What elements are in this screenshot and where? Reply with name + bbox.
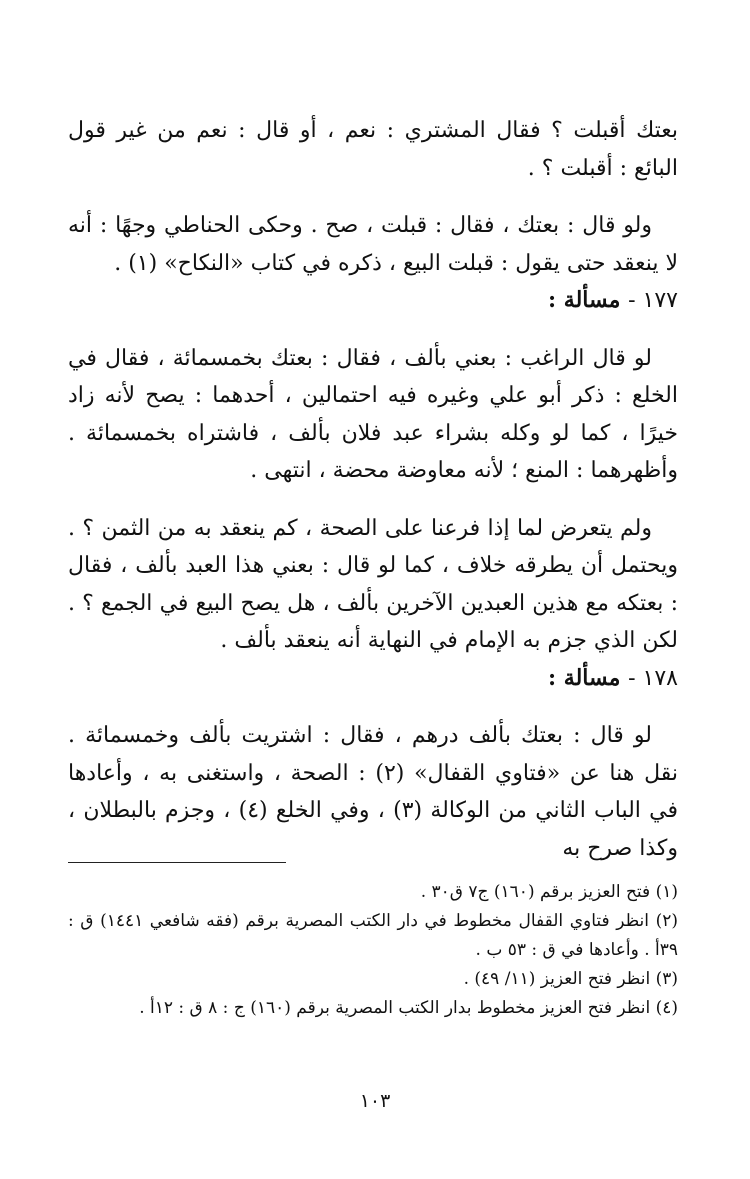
paragraph-5: لو قال : بعتك بألف درهم ، فقال : اشتريت بألف وخمسمائة . نقل هنا عن «فتاوي القفال» (٢) : الصحة ، واستغنى به ، وأعادها في الباب الثاني من الوكالة (٣) ، وفي الخلع (٤) ، وجزم بالبطلان ، وكذا صرح به	[68, 723, 678, 861]
footnote-2: (٢) انظر فتاوي القفال مخطوط في دار الكتب المصرية برقم (فقه شافعي ١٤٤١) ق : ٣٩أ . وأعادها في ق : ٥٣ ب .	[68, 911, 678, 960]
footnote-divider	[68, 862, 286, 863]
section-title-177: مسألة :	[548, 287, 621, 313]
section-number-178: ١٧٨ -	[628, 665, 678, 691]
page-number: ١٠٣	[359, 1090, 391, 1112]
section-number-177: ١٧٧ -	[628, 288, 678, 313]
paragraph-1: بعتك أقبلت ؟ فقال المشتري : نعم ، أو قال : نعم من غير قول البائع : أقبلت ؟ .	[68, 118, 678, 181]
section-title-178: مسألة :	[548, 664, 621, 691]
paragraph-4: ولم يتعرض لما إذا فرعنا على الصحة ، كم ينعقد به من الثمن ؟ . ويحتمل أن يطرقه خلاف ، كما لو قال : بعني هذا العبد بألف ، فقال : بعتكه مع هذين العبدين الآخرين بألف ، هل يصح البيع في الجمع ؟ . لكن الذي جزم به الإمام في النهاية أنه ينعقد بألف .	[68, 515, 678, 653]
paragraph-3: لو قال الراغب : بعني بألف ، فقال : بعتك بخمسمائة ، فقال في الخلع : ذكر أبو علي وغيره فيه احتمالين ، أحدهما : يصح لأنه زاد خيرًا ، كما لو وكله بشراء عبد فلان بألف ، فاشتراه بخمسمائة . وأظهرهما : المنع ؛ لأنه معاوضة محضة ، انتهى .	[68, 345, 678, 483]
footnote-1: (١) فتح العزيز برقم (١٦٠) ج٧ ق٣٠ .	[420, 882, 678, 902]
footnote-3: (٣) انظر فتح العزيز (١١/ ٤٩) .	[463, 969, 678, 989]
main-text	[68, 112, 678, 867]
footnote-4: (٤) انظر فتح العزيز مخطوط بدار الكتب المصرية برقم (١٦٠) ج : ٨ ق : ١٢أ .	[139, 998, 678, 1018]
section-heading-177	[68, 282, 678, 320]
paragraph-2: ولو قال : بعتك ، فقال : قبلت ، صح . وحكى الحناطي وجهًا : أنه لا ينعقد حتى يقول : قبلت البيع ، ذكره في كتاب «النكاح» (١) .	[68, 213, 678, 276]
section-heading-178	[68, 660, 678, 698]
footnotes	[68, 878, 678, 1023]
